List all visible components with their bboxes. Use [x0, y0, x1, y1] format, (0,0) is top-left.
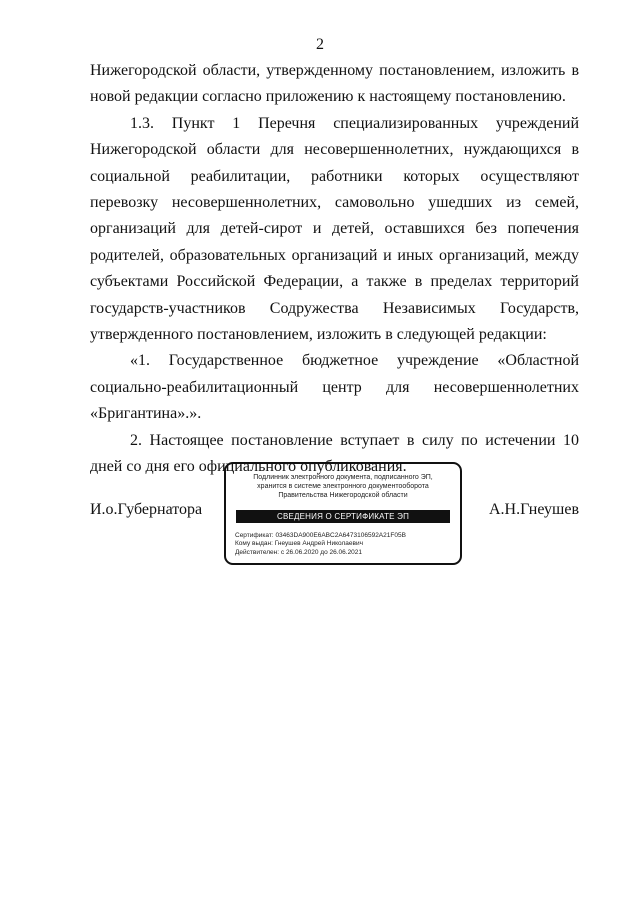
signature-block [0, 462, 640, 572]
issued-to-label: Кому выдан: [235, 540, 273, 548]
certificate-label: Сертификат: [235, 532, 274, 539]
paragraph-item-2: 2. Настоящее постановление вступает в силу по истечении 10 дней со дня его официального опубликования. [90, 431, 579, 476]
signatory-position: И.о.Губернатора [90, 501, 203, 518]
stamp-certificate-header: СВЕДЕНИЯ О СЕРТИФИКАТЕ ЭП [236, 510, 450, 523]
paragraph-quoted-item: «1. Государственное бюджетное учреждение «Областной социально-реабилитационный центр для несовершеннолетних «Бригантина».». [90, 352, 579, 423]
valid-label: Действителен: [235, 548, 280, 556]
issued-to-value: Гнеушев Андрей Николаевич [274, 540, 363, 548]
document-body [90, 58, 579, 481]
valid-row [235, 549, 406, 557]
valid-value: с 26.06.2020 до 26.06.2021 [280, 548, 363, 556]
paragraph-item-1-3: 1.3. Пункт 1 Перечня специализированных учреждений Нижегородской области для несовершеннолетних, нуждающихся в социальной реабилитации, работники которых осуществляют перевозку несовершеннолетних, самовольно ушедших из семей, организаций для детей-сирот и детей, оставшихся без попечения родителей, образовательных организаций и иных организаций, между субъектами Российской Федерации, а также в пределах территорий государств-участников Содружества Независимых Государств, утвержденного постановлением, изложить в следующей редакции: [90, 114, 579, 344]
page-number: 2 [316, 36, 324, 53]
electronic-signature-stamp [224, 462, 462, 565]
certificate-value: 03463DA900E6ABC2A6473106592A21F05B [275, 532, 406, 539]
stamp-notice-line: Правительства Нижегородской области [278, 492, 408, 499]
stamp-notice [226, 473, 460, 500]
signatory-name: А.Н.Гнеушев [489, 501, 579, 518]
stamp-notice-line: Подлинник электронного документа, подписанного ЭП, [253, 474, 433, 481]
issued-to-row [235, 540, 406, 548]
stamp-notice-line: хранится в системе электронного документооборота [257, 483, 429, 490]
stamp-certificate-details [235, 532, 406, 557]
paragraph-continuation: Нижегородской области, утвержденному постановлением, изложить в новой редакции согласно приложению к настоящему постановлению. [90, 62, 579, 106]
